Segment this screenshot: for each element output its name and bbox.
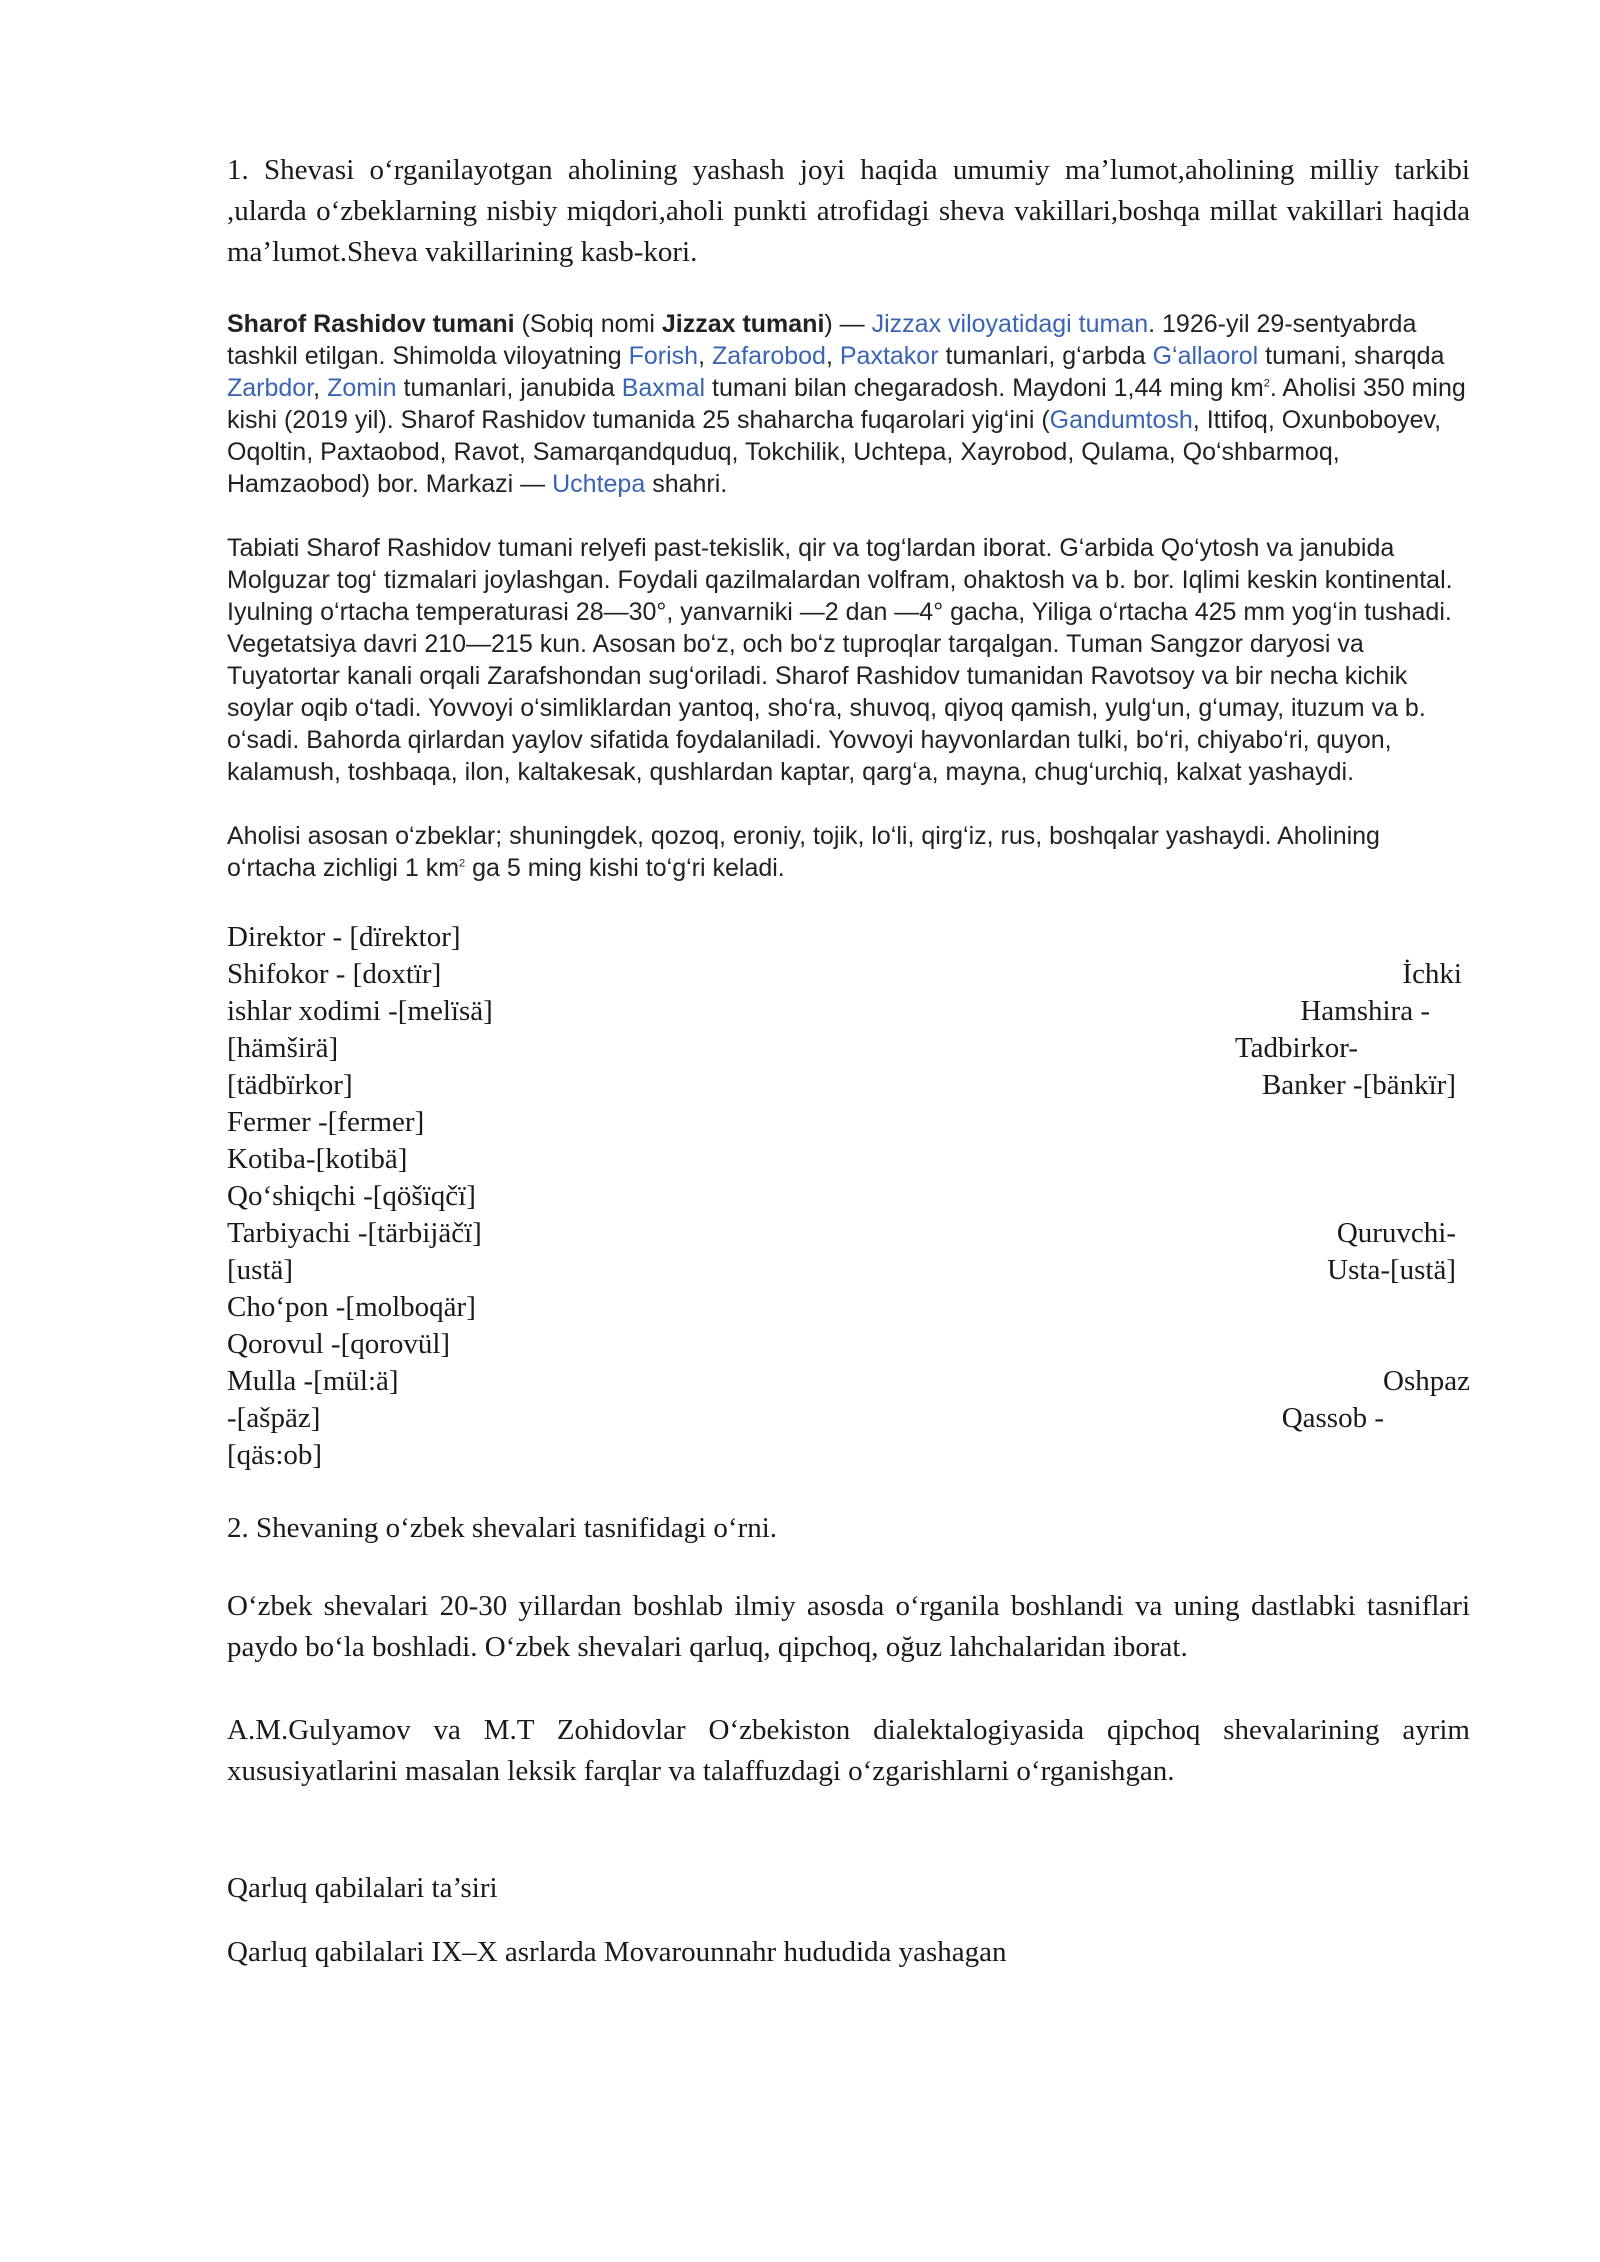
link-zarbdor[interactable]: Zarbdor xyxy=(227,374,314,402)
job-line: Mulla -[mül:ä] xyxy=(227,1365,399,1397)
text-span: ) — xyxy=(824,310,872,338)
link-zomin[interactable]: Zomin xyxy=(327,374,397,402)
link-zafarobod[interactable]: Zafarobod xyxy=(712,342,826,370)
text-span: tumanlari, g‘arbda xyxy=(938,342,1153,370)
text-span: (Sobiq nomi xyxy=(514,310,662,338)
old-district-name: Jizzax tumani xyxy=(661,310,825,338)
section2-paragraph-1: O‘zbek shevalari 20-30 yillardan boshlab ilmiy asosda o‘rganila boshlandi va uning dastlabki tasniflari paydo bo‘la boshladi. O‘zbek shevalari qarluq, qipchoq, oğuz lahchalaridan iborat. xyxy=(227,1590,1470,1663)
job-line: -[ašpäz] xyxy=(227,1402,321,1434)
job-line: ishlar xodimi -[melïsä] xyxy=(227,995,493,1027)
text-span: tumani bilan chegaradosh. Maydoni 1,44 ming km xyxy=(705,374,1264,402)
job-line-right: Qassob - xyxy=(1281,1402,1384,1434)
job-line-right: Usta-[ustä] xyxy=(1327,1254,1456,1286)
text-span: Aholisi asosan o‘zbeklar; shuningdek, qozoq, eroniy, tojik, lo‘li, qirg‘iz, rus, boshqalar yashaydi. Aholining o‘rtacha zichligi 1 km xyxy=(227,822,1380,882)
job-line: [ustä] xyxy=(227,1254,294,1286)
job-line: Direktor - [dïrektor] xyxy=(227,921,461,953)
job-line-right: İchki xyxy=(1402,958,1462,990)
text-span: , Ittifoq, Oxunboboyev, Oqoltin, Paxtaobod, Ravot, Samarqandquduq, Tokchilik, Uchtepa, Xayrobod, Qulama, Qo‘shbarmoq, Hamzaobod) bor. Markazi — xyxy=(227,406,1442,498)
job-line: Qo‘shiqchi -[qöšïqčï] xyxy=(227,1180,476,1212)
job-line: Kotiba-[kotibä] xyxy=(227,1143,408,1175)
wiki-population-paragraph xyxy=(227,820,1470,884)
job-line: Tarbiyachi -[tärbijäčï] xyxy=(227,1217,482,1249)
job-line-right: Banker -[bänkïr] xyxy=(1261,1069,1456,1101)
job-line-right: Hamshira - xyxy=(1300,995,1430,1027)
link-baxmal[interactable]: Baxmal xyxy=(621,374,706,402)
job-line-right: Tadbirkor- xyxy=(1234,1032,1358,1064)
link-gallaorol[interactable]: G‘allaorol xyxy=(1152,342,1259,370)
text-span: tumani, sharqda xyxy=(1258,342,1445,370)
district-name: Sharof Rashidov tumani xyxy=(227,310,515,338)
section1-heading: 1. Shevasi o‘rganilayotgan aholining yashash joyi haqida umumiy ma’lumot,aholining milliy tarkibi ,ularda o‘zbeklarning nisbiy miqdori,aholi punkti atrofidagi sheva vakillari,boshqa millat vakillari haqida ma’lumot.Sheva vakillarining kasb-kori. xyxy=(227,154,1470,268)
section2-heading: 2. Shevaning o‘zbek shevalari tasnifidagi o‘rni. xyxy=(227,1512,778,1544)
job-line: Cho‘pon -[molboqär] xyxy=(227,1291,476,1323)
text-span: ga 5 ming kishi to‘g‘ri keladi. xyxy=(465,854,785,882)
job-line: [tädbïrkor] xyxy=(227,1069,353,1101)
job-line: [qäs:ob] xyxy=(227,1439,323,1471)
job-line: Qorovul -[qorovül] xyxy=(227,1328,451,1360)
text-span: , xyxy=(313,374,328,402)
job-line-right: Oshpaz xyxy=(1383,1365,1470,1397)
wiki-nature-paragraph: Tabiati Sharof Rashidov tumani relyefi past-tekislik, qir va tog‘lardan iborat. G‘arbida Qo‘ytosh va janubida Molguzar tog‘ tizmalari joylashgan. Foydali qazilmalardan volfram, ohaktosh va b. bor. Iqlimi keskin kontinental. Iyulning o‘rtacha temperaturasi 28—30°, yanvarniki —2 dan —4° gacha, Yiliga o‘rtacha 425 mm yog‘in tushadi. Vegetatsiya davri 210—215 kun. Asosan bo‘z, och bo‘z tuproqlar tarqalgan. Tuman Sangzor daryosi va Tuyatortar kanali orqali Zarafshondan sug‘oriladi. Sharof Rashidov tumanidan Ravotsoy va bir necha kichik soylar oqib o‘tadi. Yovvoyi o‘simliklardan yantoq, sho‘ra, shuvoq, qiyoq qamish, yulg‘un, g‘umay, ituzum va b. o‘sadi. Bahorda qirlardan yaylov sifatida foydalaniladi. Yovvoyi hayvonlardan tulki, bo‘ri, chiyabo‘ri, quyon, kalamush, toshbaqa, ilon, kaltakesak, qushlardan kaptar, qarg‘a, mayna, chug‘urchiq, kalxat yashaydi. xyxy=(227,534,1453,786)
section2-paragraph-2: A.M.Gulyamov va M.T Zohidovlar O‘zbekiston dialektalogiyasida qipchoq shevalarining ayrim xususiyatlarini masalan leksik farqlar va talaffuzdagi o‘zgarishlarni o‘rganishgan. xyxy=(227,1714,1470,1787)
section2-paragraph-3: Qarluq qabilalari ta’siri xyxy=(227,1872,498,1904)
link-uchtepa[interactable]: Uchtepa xyxy=(552,470,646,498)
text-span: , xyxy=(698,342,712,370)
superscript: 2 xyxy=(459,857,466,870)
text-span: . 1926-yil 29-sentyabrda tashkil etilgan. Shimolda viloyatning xyxy=(227,310,1417,370)
occupations-list xyxy=(227,919,1470,1474)
text-span: , xyxy=(825,342,840,370)
text-span: . Aholisi 350 ming kishi (2019 yil). Sharof Rashidov tumanida 25 shaharcha fuqarolari yig‘ini ( xyxy=(227,374,1466,434)
job-line: Fermer -[fermer] xyxy=(227,1106,425,1138)
wiki-intro-paragraph xyxy=(227,308,1470,500)
superscript: 2 xyxy=(1263,377,1270,390)
job-line-right: Quruvchi- xyxy=(1336,1217,1456,1249)
document-page xyxy=(227,150,1470,1970)
link-region[interactable]: Jizzax viloyatidagi tuman xyxy=(871,310,1149,338)
text-span: shahri. xyxy=(645,470,728,498)
link-paxtakor[interactable]: Paxtakor xyxy=(839,342,939,370)
link-gandumtosh[interactable]: Gandumtosh xyxy=(1049,406,1193,434)
job-line: [hämširä] xyxy=(227,1032,339,1064)
text-span: tumanlari, janubida xyxy=(396,374,622,402)
link-forish[interactable]: Forish xyxy=(628,342,699,370)
job-line: Shifokor - [doxtïr] xyxy=(227,958,442,990)
section2-paragraph-4: Qarluq qabilalari IX–X asrlarda Movarounnahr hududida yashagan xyxy=(227,1936,1007,1968)
